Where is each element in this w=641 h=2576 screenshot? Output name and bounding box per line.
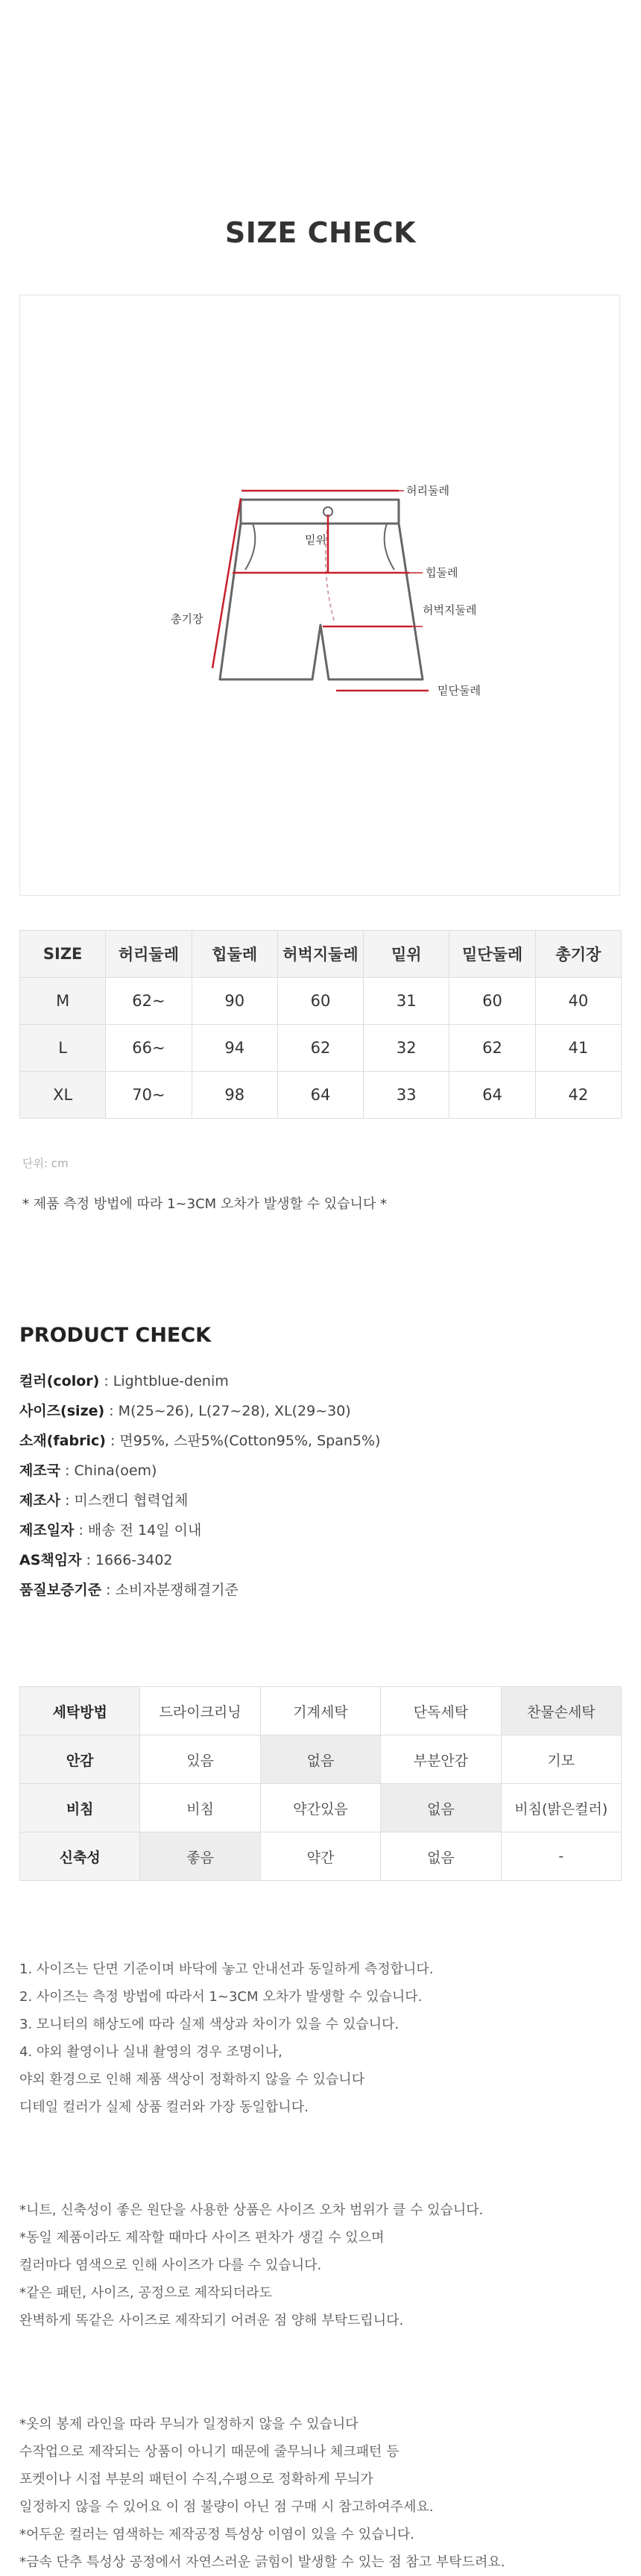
size-cell: M [20, 978, 106, 1025]
thigh-header: 허벅지둘레 [277, 931, 363, 978]
size-cell: XL [20, 1072, 106, 1119]
care-row-header: 세탁방법 [20, 1687, 140, 1735]
note-line: 컬러마다 염색으로 인해 사이즈가 다를 수 있습니다. [19, 2258, 322, 2273]
table-cell-selected: 좋음 [140, 1832, 260, 1881]
length-label: 총기장 [171, 612, 203, 626]
list-item [19, 1545, 380, 1575]
table-row [20, 1072, 622, 1119]
note-line: *금속 단추 특성상 공정에서 자연스러운 긁힘이 발생할 수 있는 점 참고 부탁드려요. [19, 2554, 505, 2570]
rise-label: 밑위 [305, 533, 326, 547]
waistband-shape [241, 500, 399, 524]
table-cell: 부분안감 [381, 1735, 501, 1784]
table-cell: 66~ [106, 1025, 192, 1072]
table-cell: 94 [192, 1025, 277, 1072]
table-cell: 단독세탁 [381, 1687, 501, 1735]
table-cell: 33 [364, 1072, 449, 1119]
table-cell: 비침(밝은컬러) [501, 1784, 621, 1832]
table-cell: 40 [535, 978, 621, 1025]
hem-label: 밑단둘레 [438, 684, 481, 697]
care-table [19, 1686, 622, 1881]
table-cell: 70~ [106, 1072, 192, 1119]
note-line: 디테일 컬러가 실제 상품 컬러와 가장 동일합니다. [19, 2099, 309, 2115]
table-cell: 31 [364, 978, 449, 1025]
note-line: 포켓이나 시접 부분의 패턴이 수직,수평으로 정확하게 무늬가 [19, 2472, 373, 2487]
size-check-title: SIZE CHECK [224, 216, 417, 249]
pattern-notes [19, 2410, 505, 2576]
table-cell: 41 [535, 1025, 621, 1072]
unit-note: 단위: cm [22, 1157, 69, 1170]
shorts-illustration [20, 295, 621, 896]
measure-note: * 제품 측정 방법에 따라 1~3CM 오차가 발생할 수 있습니다 * [22, 1196, 388, 1212]
rise-header: 밑위 [364, 931, 449, 978]
table-cell: 98 [192, 1072, 277, 1119]
table-cell: 기모 [501, 1735, 621, 1784]
note-line: 수작업으로 제작되는 상품이 아니기 때문에 줄무늬나 체크패턴 등 [19, 2444, 400, 2460]
table-cell-selected: 찬물손세탁 [501, 1687, 621, 1735]
info-value: : 1666-3402 [81, 1552, 173, 1568]
note-line: 4. 야외 촬영이나 실내 촬영의 경우 조명이나, [19, 2044, 282, 2060]
table-row [20, 1832, 622, 1881]
table-cell: 약간 [260, 1832, 380, 1881]
info-value: : M(25~26), L(27~28), XL(29~30) [104, 1403, 351, 1419]
product-check-title: PRODUCT CHECK [19, 1324, 212, 1347]
note-line: 완벽하게 똑같은 사이즈로 제작되기 어려운 점 양해 부탁드립니다. [19, 2313, 404, 2328]
info-value: : 면95%, 스판5%(Cotton95%, Span5%) [105, 1433, 381, 1449]
size-table-header-row [20, 931, 622, 978]
table-cell: 약간있음 [260, 1784, 380, 1832]
info-value: : China(oem) [60, 1463, 157, 1479]
table-cell-selected: 없음 [381, 1784, 501, 1832]
shorts-body-shape [220, 524, 423, 679]
table-cell: 62 [449, 1025, 535, 1072]
info-value: : 미스캔디 협력업체 [60, 1492, 189, 1509]
table-cell: 비침 [140, 1784, 260, 1832]
table-cell: 60 [449, 978, 535, 1025]
list-item [19, 1486, 380, 1515]
table-cell: - [501, 1832, 621, 1881]
thigh-label: 허벅지둘레 [423, 603, 477, 617]
size-notes [19, 1955, 434, 2121]
table-cell: 64 [449, 1072, 535, 1119]
note-line: 일정하지 않을 수 있어요 이 점 불량이 아닌 점 구매 시 참고하여주세요. [19, 2499, 434, 2515]
note-line: *니트, 신축성이 좋은 원단을 사용한 상품은 사이즈 오차 범위가 클 수 있습니다. [19, 2202, 484, 2218]
table-cell: 있음 [140, 1735, 260, 1784]
note-line: *옷의 봉제 라인을 따라 무늬가 일정하지 않을 수 있습니다 [19, 2416, 359, 2432]
info-key: 컬러(color) [19, 1373, 100, 1389]
table-cell: 60 [277, 978, 363, 1025]
hip-label: 힙둘레 [426, 566, 458, 579]
care-row-header: 안감 [20, 1735, 140, 1784]
size-header: SIZE [20, 931, 106, 978]
table-cell: 기계세탁 [260, 1687, 380, 1735]
table-row [20, 1735, 622, 1784]
info-key: 제조일자 [19, 1522, 75, 1539]
length-header: 총기장 [535, 931, 621, 978]
table-row [20, 978, 622, 1025]
product-info-list [19, 1366, 380, 1605]
waist-header: 허리둘레 [106, 931, 192, 978]
table-cell: 없음 [381, 1832, 501, 1881]
table-cell-selected: 없음 [260, 1735, 380, 1784]
table-row [20, 1784, 622, 1832]
info-key: 품질보증기준 [19, 1582, 102, 1598]
table-cell: 42 [535, 1072, 621, 1119]
table-cell: 32 [364, 1025, 449, 1072]
list-item [19, 1456, 380, 1486]
list-item [19, 1396, 380, 1426]
info-value: : 배송 전 14일 이내 [74, 1522, 202, 1539]
note-line: 3. 모니터의 해상도에 따라 실제 색상과 차이가 있을 수 있습니다. [19, 2017, 400, 2032]
note-line: 2. 사이즈는 측정 방법에 따라서 1~3CM 오차가 발생할 수 있습니다. [19, 1989, 423, 2005]
note-line: *같은 패턴, 사이즈, 공정으로 제작되더라도 [19, 2285, 272, 2301]
table-cell: 90 [192, 978, 277, 1025]
table-cell: 62~ [106, 978, 192, 1025]
note-line: 1. 사이즈는 단면 기준이며 바닥에 놓고 안내선과 동일하게 측정합니다. [19, 1961, 434, 1977]
care-row-header: 신축성 [20, 1832, 140, 1881]
care-row-header: 비침 [20, 1784, 140, 1832]
info-value: : Lightblue-denim [99, 1373, 229, 1389]
note-line: *어두운 컬러는 염색하는 제작공정 특성상 이염이 있을 수 있습니다. [19, 2527, 414, 2542]
table-row [20, 1025, 622, 1072]
info-value: : 소비자분쟁해결기준 [101, 1582, 239, 1598]
waist-label: 허리둘레 [406, 484, 449, 497]
table-cell: 드라이크리닝 [140, 1687, 260, 1735]
table-cell: 62 [277, 1025, 363, 1072]
note-line: 야외 환경으로 인해 제품 색상이 정확하지 않을 수 있습니다 [19, 2072, 365, 2087]
variation-notes [19, 2196, 483, 2334]
list-item [19, 1366, 380, 1396]
table-cell: 64 [277, 1072, 363, 1119]
size-table [19, 930, 622, 1119]
table-row [20, 1687, 622, 1735]
size-diagram [19, 295, 620, 896]
list-item [19, 1575, 380, 1605]
info-key: 사이즈(size) [19, 1403, 105, 1419]
length-line [212, 498, 241, 668]
list-item [19, 1515, 380, 1545]
info-key: 제조국 [19, 1463, 61, 1479]
info-key: AS책임자 [19, 1552, 82, 1568]
list-item [19, 1426, 380, 1456]
hip-header: 힙둘레 [192, 931, 277, 978]
info-key: 제조사 [19, 1492, 61, 1509]
hem-header: 밑단둘레 [449, 931, 535, 978]
note-line: *동일 제품이라도 제작할 때마다 사이즈 편차가 생길 수 있으며 [19, 2230, 385, 2246]
info-key: 소재(fabric) [19, 1433, 106, 1449]
size-cell: L [20, 1025, 106, 1072]
